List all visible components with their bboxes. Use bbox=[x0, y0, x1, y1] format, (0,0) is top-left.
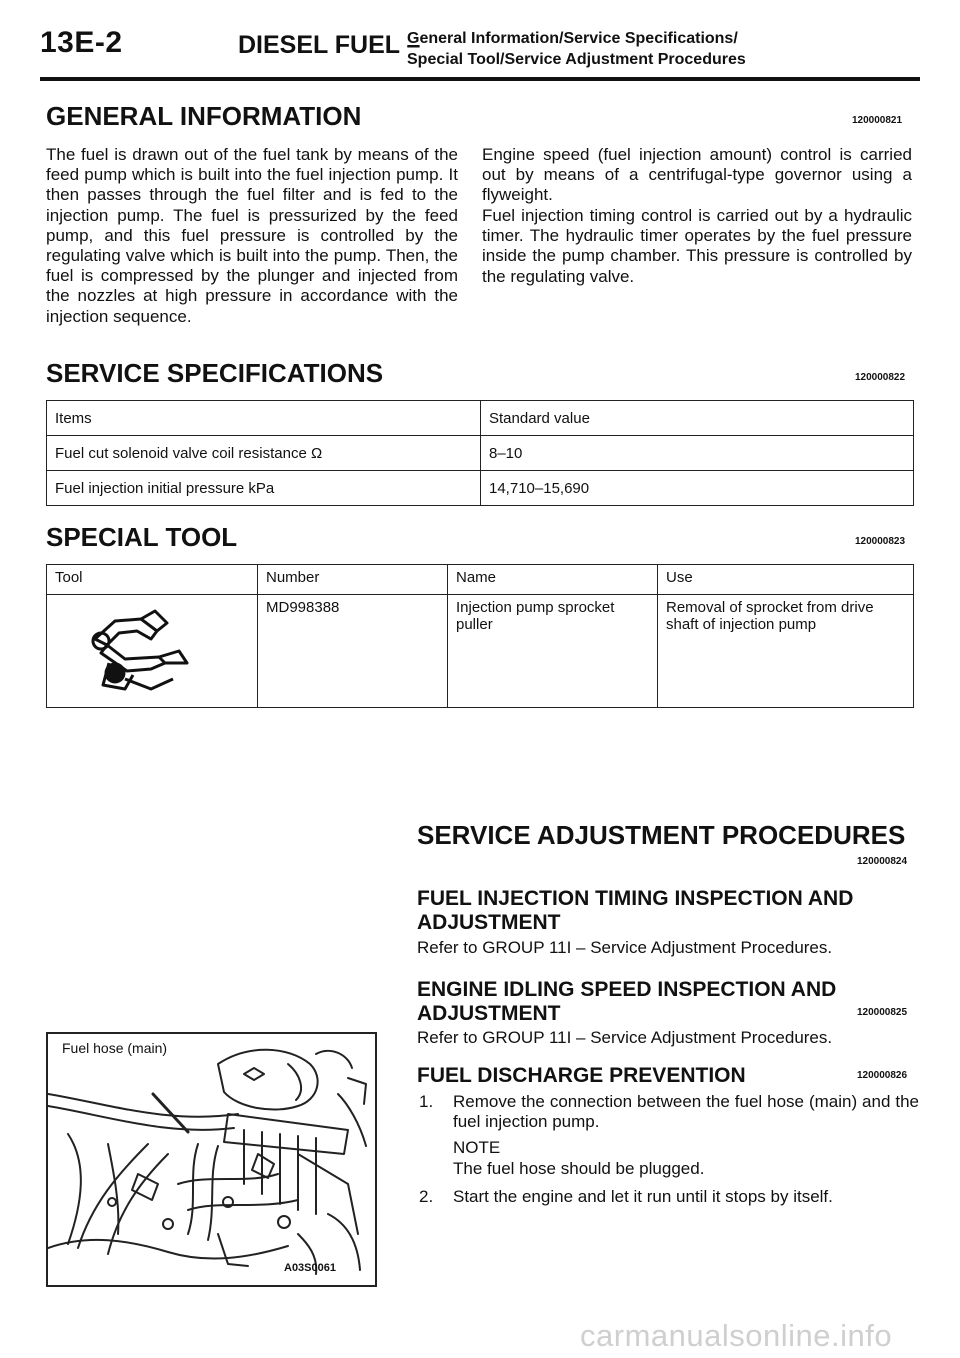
service-adjustment-code: 120000824 bbox=[857, 856, 908, 867]
table-row bbox=[47, 436, 914, 471]
step-2-text: Start the engine and let it run until it stops by itself. bbox=[453, 1187, 833, 1206]
engine-fuel-hose-figure bbox=[46, 1032, 377, 1287]
special-tool-table bbox=[46, 564, 914, 708]
column-header-tool: Tool bbox=[47, 565, 258, 595]
note-label: NOTE bbox=[453, 1138, 501, 1157]
fuel-hose-callout: Fuel hose (main) bbox=[62, 1040, 168, 1056]
service-specifications-heading: SERVICE SPECIFICATIONS bbox=[46, 358, 384, 388]
figure-id: A03S0061 bbox=[284, 1262, 336, 1274]
injection-timing-reference: Refer to GROUP 11I – Service Adjustment Procedures. bbox=[417, 938, 833, 957]
service-specifications-table bbox=[46, 400, 914, 506]
special-tool-code: 120000823 bbox=[855, 536, 906, 547]
general-information-left-text: The fuel is drawn out of the fuel tank by means of the feed pump which is built into the fuel injection pump. It then passes through the fuel filter and is fed to the injection pump. The fuel is pressurized by the feed pump, and this fuel pressure is controlled by the regulating valve which is built into the pump. Then, the fuel is compressed by the plunger and injected from the nozzles at high pressure in accordance with the injection sequence. bbox=[46, 145, 458, 326]
step-number: 2. bbox=[419, 1187, 434, 1206]
idling-speed-heading: ENGINE IDLING SPEED INSPECTION AND ADJUSTMENT bbox=[417, 978, 837, 1025]
section-group-title: DIESEL FUEL – bbox=[238, 31, 421, 59]
tool-use: Removal of sprocket from drive shaft of injection pump bbox=[658, 595, 914, 708]
spec-item: Fuel cut solenoid valve coil resistance Ω bbox=[47, 436, 481, 471]
header-rule bbox=[40, 77, 920, 81]
service-adjustment-heading: SERVICE ADJUSTMENT PROCEDURES bbox=[417, 820, 906, 850]
general-information-right-text-2: Fuel injection timing control is carried out by a hydraulic timer. The hydraulic timer operates by the fuel pressure inside the pump chamber. This pressure is controlled by the regulating valve. bbox=[482, 206, 912, 286]
table-row bbox=[47, 471, 914, 506]
table-header-row bbox=[47, 401, 914, 436]
idling-speed-reference: Refer to GROUP 11I – Service Adjustment Procedures. bbox=[417, 1028, 833, 1047]
idling-speed-code: 120000825 bbox=[857, 1007, 908, 1018]
table-header-row bbox=[47, 565, 914, 595]
sprocket-puller-illustration bbox=[55, 599, 205, 699]
header-subtitle-line1: General Information/Service Specifications/ bbox=[407, 30, 738, 47]
column-header-number: Number bbox=[258, 565, 448, 595]
service-specifications-code: 120000822 bbox=[855, 372, 906, 383]
column-header-standard-value: Standard value bbox=[481, 401, 914, 436]
page-number: 13E-2 bbox=[40, 26, 123, 59]
tool-illustration-cell bbox=[47, 595, 258, 708]
fuel-discharge-code: 120000826 bbox=[857, 1070, 908, 1081]
engine-bay-illustration bbox=[48, 1034, 375, 1285]
note-text: The fuel hose should be plugged. bbox=[453, 1159, 705, 1178]
special-tool-heading: SPECIAL TOOL bbox=[46, 522, 238, 552]
fuel-discharge-heading: FUEL DISCHARGE PREVENTION bbox=[417, 1064, 746, 1087]
step-number: 1. bbox=[419, 1092, 434, 1111]
tool-name: Injection pump sprocket puller bbox=[448, 595, 658, 708]
general-information-heading: GENERAL INFORMATION bbox=[46, 101, 362, 131]
step-1-text: Remove the connection between the fuel hose (main) and the fuel injection pump. bbox=[453, 1092, 919, 1132]
column-header-items: Items bbox=[47, 401, 481, 436]
spec-item: Fuel injection initial pressure kPa bbox=[47, 471, 481, 506]
spec-value: 14,710–15,690 bbox=[481, 471, 914, 506]
injection-timing-heading: FUEL INJECTION TIMING INSPECTION AND ADJUSTMENT bbox=[417, 887, 854, 934]
watermark: carmanualsonline.info bbox=[580, 1318, 893, 1353]
column-header-name: Name bbox=[448, 565, 658, 595]
column-header-use: Use bbox=[658, 565, 914, 595]
general-information-right-text-1: Engine speed (fuel injection amount) control is carried out by means of a centrifugal-type governor using a flyweight. bbox=[482, 145, 912, 205]
general-information-code: 120000821 bbox=[852, 115, 903, 126]
spec-value: 8–10 bbox=[481, 436, 914, 471]
table-row bbox=[47, 595, 914, 708]
header-subtitle-line2: Special Tool/Service Adjustment Procedures bbox=[407, 51, 746, 68]
tool-number: MD998388 bbox=[258, 595, 448, 708]
